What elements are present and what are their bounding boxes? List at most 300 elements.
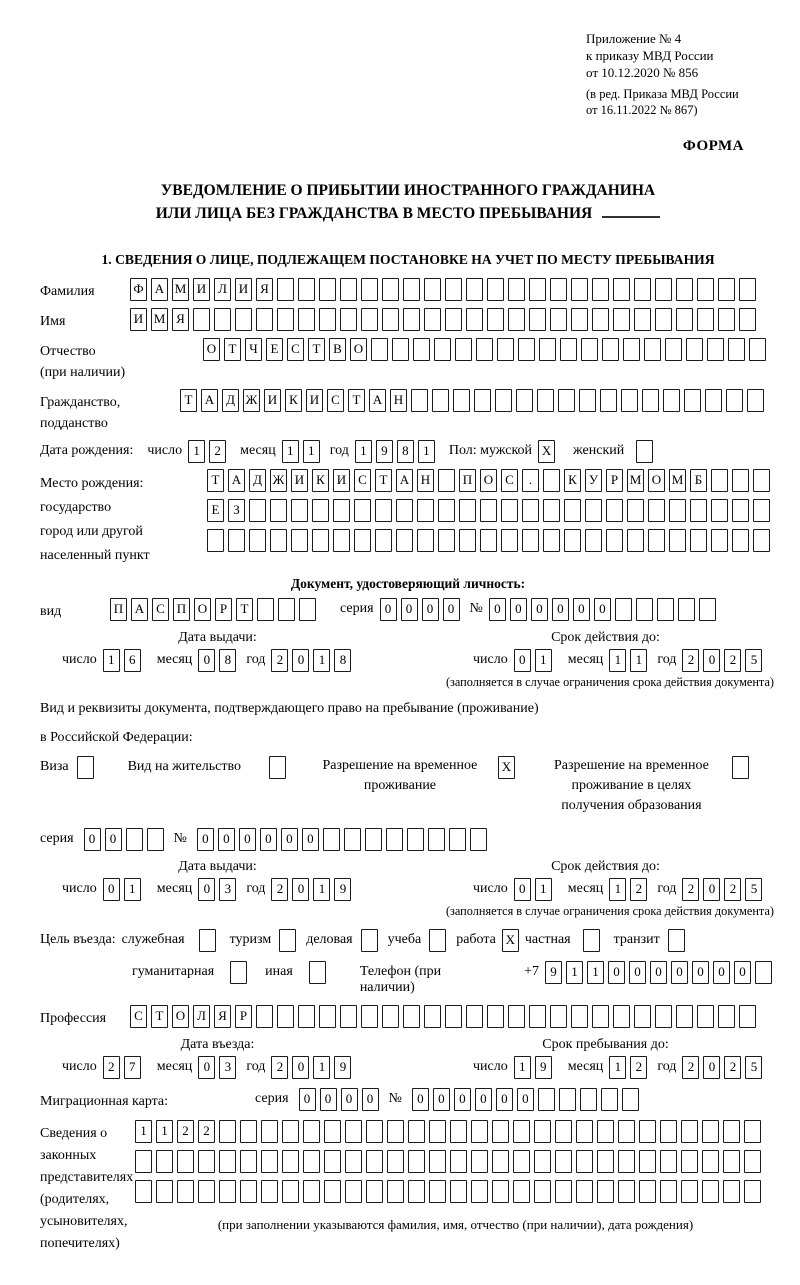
char-box[interactable]: 2 [177,1120,194,1143]
char-box[interactable]: М [627,469,644,492]
char-box[interactable] [501,499,518,522]
char-box[interactable]: 0 [320,1088,337,1111]
char-box[interactable] [277,1005,294,1028]
char-box[interactable]: 0 [510,598,527,621]
char-box[interactable] [597,1150,614,1173]
char-box[interactable] [361,278,378,301]
char-box[interactable] [403,278,420,301]
char-box[interactable] [219,1150,236,1173]
char-box[interactable]: И [130,308,147,331]
char-box[interactable] [627,499,644,522]
char-box[interactable] [534,1150,551,1173]
char-box[interactable] [340,1005,357,1028]
char-box[interactable] [522,499,539,522]
char-box[interactable] [613,1005,630,1028]
char-box[interactable] [387,1150,404,1173]
char-box[interactable]: 0 [496,1088,513,1111]
char-box[interactable] [453,389,470,412]
char-box[interactable] [606,529,623,552]
char-box[interactable] [214,308,231,331]
char-box[interactable] [135,1180,152,1203]
char-box[interactable] [571,278,588,301]
char-box[interactable] [156,1150,173,1173]
char-box[interactable] [657,598,674,621]
char-box[interactable]: 0 [608,961,625,984]
char-box[interactable] [681,1180,698,1203]
char-box[interactable]: О [350,338,367,361]
char-box[interactable] [408,1180,425,1203]
char-box[interactable] [516,389,533,412]
char-box[interactable]: Ж [270,469,287,492]
char-box[interactable]: 0 [292,649,309,672]
char-box[interactable] [529,1005,546,1028]
char-box[interactable]: 9 [376,440,393,463]
char-box[interactable] [354,529,371,552]
char-box[interactable]: 0 [362,1088,379,1111]
char-box[interactable] [705,389,722,412]
char-box[interactable] [753,469,770,492]
char-box[interactable]: Р [215,598,232,621]
char-box[interactable]: 0 [341,1088,358,1111]
char-box[interactable] [718,1005,735,1028]
char-box[interactable]: З [228,499,245,522]
char-box[interactable] [156,1180,173,1203]
char-box[interactable] [732,469,749,492]
char-box[interactable]: . [522,469,539,492]
char-box[interactable] [386,828,403,851]
char-box[interactable]: О [480,469,497,492]
char-box[interactable]: Д [222,389,239,412]
char-box[interactable] [261,1180,278,1203]
char-box[interactable] [382,308,399,331]
char-box[interactable]: 0 [552,598,569,621]
char-box[interactable] [450,1150,467,1173]
char-box[interactable]: С [287,338,304,361]
char-box[interactable] [177,1180,194,1203]
char-box[interactable] [508,1005,525,1028]
char-box[interactable]: 9 [545,961,562,984]
char-box[interactable] [487,278,504,301]
char-box[interactable] [697,308,714,331]
char-box[interactable] [261,1150,278,1173]
char-box[interactable]: 0 [703,1056,720,1079]
char-box[interactable] [543,499,560,522]
char-box[interactable]: Ф [130,278,147,301]
char-box[interactable] [580,1088,597,1111]
char-box[interactable] [585,499,602,522]
char-box[interactable] [676,1005,693,1028]
char-box[interactable] [592,308,609,331]
char-box[interactable] [699,598,716,621]
char-box[interactable] [261,1120,278,1143]
char-box[interactable] [429,1120,446,1143]
char-box[interactable] [319,308,336,331]
char-box[interactable] [501,529,518,552]
char-box[interactable] [193,308,210,331]
char-box[interactable] [534,1180,551,1203]
char-box[interactable] [564,529,581,552]
char-box[interactable]: 2 [682,649,699,672]
char-box[interactable]: 0 [514,649,531,672]
char-box[interactable] [424,308,441,331]
char-box[interactable] [613,278,630,301]
char-box[interactable] [576,1120,593,1143]
char-box[interactable] [466,308,483,331]
char-box[interactable]: 0 [299,1088,316,1111]
char-box[interactable]: 0 [475,1088,492,1111]
char-box[interactable] [299,598,316,621]
char-box[interactable] [471,1120,488,1143]
char-box[interactable]: 2 [682,878,699,901]
char-box[interactable]: 0 [198,878,215,901]
char-box[interactable] [345,1180,362,1203]
char-box[interactable] [618,1150,635,1173]
char-box[interactable]: 1 [609,649,626,672]
char-box[interactable] [622,1088,639,1111]
char-box[interactable]: 1 [418,440,435,463]
char-box[interactable] [550,308,567,331]
char-box[interactable]: Р [606,469,623,492]
char-box[interactable]: М [172,278,189,301]
char-box[interactable]: 0 [573,598,590,621]
char-box[interactable] [686,338,703,361]
char-box[interactable] [230,961,247,984]
char-box[interactable]: И [235,278,252,301]
char-box[interactable]: 0 [401,598,418,621]
char-box[interactable] [676,308,693,331]
char-box[interactable] [592,1005,609,1028]
char-box[interactable]: 2 [209,440,226,463]
char-box[interactable] [282,1120,299,1143]
char-box[interactable]: 2 [724,649,741,672]
char-box[interactable] [543,529,560,552]
char-box[interactable] [753,529,770,552]
char-box[interactable] [249,529,266,552]
char-box[interactable] [497,338,514,361]
char-box[interactable]: 6 [124,649,141,672]
char-box[interactable]: 3 [219,1056,236,1079]
char-box[interactable] [723,1180,740,1203]
char-box[interactable] [445,1005,462,1028]
char-box[interactable] [665,338,682,361]
char-box[interactable] [291,529,308,552]
char-box[interactable]: 0 [517,1088,534,1111]
char-box[interactable]: Л [193,1005,210,1028]
char-box[interactable] [747,389,764,412]
char-box[interactable]: У [585,469,602,492]
char-box[interactable] [291,499,308,522]
char-box[interactable] [753,499,770,522]
char-box[interactable] [471,1180,488,1203]
char-box[interactable] [298,308,315,331]
char-box[interactable]: 1 [587,961,604,984]
char-box[interactable]: 1 [514,1056,531,1079]
char-box[interactable]: 8 [334,649,351,672]
char-box[interactable] [597,1180,614,1203]
char-box[interactable] [480,499,497,522]
char-box[interactable]: 0 [650,961,667,984]
char-box[interactable] [199,929,216,952]
char-box[interactable]: 1 [282,440,299,463]
char-box[interactable] [585,529,602,552]
char-box[interactable] [432,389,449,412]
char-box[interactable]: 7 [124,1056,141,1079]
char-box[interactable] [277,278,294,301]
char-box[interactable] [634,308,651,331]
char-box[interactable] [279,929,296,952]
char-box[interactable]: И [193,278,210,301]
char-box[interactable] [375,529,392,552]
char-box[interactable] [513,1120,530,1143]
char-box[interactable] [655,308,672,331]
char-box[interactable] [492,1150,509,1173]
char-box[interactable] [492,1120,509,1143]
char-box[interactable]: Т [151,1005,168,1028]
char-box[interactable] [739,308,756,331]
char-box[interactable] [669,529,686,552]
char-box[interactable]: К [285,389,302,412]
char-box[interactable] [345,1120,362,1143]
char-box[interactable] [396,499,413,522]
char-box[interactable] [634,1005,651,1028]
char-box[interactable]: 0 [713,961,730,984]
char-box[interactable] [459,529,476,552]
char-box[interactable] [669,499,686,522]
char-box[interactable] [366,1150,383,1173]
char-box[interactable] [660,1180,677,1203]
char-box[interactable] [361,929,378,952]
char-box[interactable]: А [131,598,148,621]
char-box[interactable] [240,1180,257,1203]
char-box[interactable] [361,308,378,331]
char-box[interactable] [739,1005,756,1028]
char-box[interactable]: 0 [197,828,214,851]
char-box[interactable]: О [648,469,665,492]
char-box[interactable] [396,529,413,552]
char-box[interactable] [732,529,749,552]
char-box[interactable] [627,529,644,552]
char-box[interactable]: 1 [313,878,330,901]
char-box[interactable] [555,1120,572,1143]
char-box[interactable]: С [354,469,371,492]
char-box[interactable] [323,828,340,851]
char-box[interactable] [558,389,575,412]
char-box[interactable]: 2 [198,1120,215,1143]
char-box[interactable] [581,338,598,361]
char-box[interactable]: 1 [313,1056,330,1079]
char-box[interactable] [732,756,749,779]
char-box[interactable] [324,1180,341,1203]
char-box[interactable]: 0 [433,1088,450,1111]
char-box[interactable]: 0 [105,828,122,851]
char-box[interactable]: А [369,389,386,412]
char-box[interactable]: О [194,598,211,621]
char-box[interactable]: 2 [724,878,741,901]
char-box[interactable]: 0 [198,1056,215,1079]
char-box[interactable] [639,1180,656,1203]
char-box[interactable]: 5 [745,878,762,901]
char-box[interactable] [424,1005,441,1028]
char-box[interactable] [459,499,476,522]
char-box[interactable]: А [228,469,245,492]
char-box[interactable]: 0 [239,828,256,851]
char-box[interactable] [707,338,724,361]
char-box[interactable]: 0 [703,878,720,901]
char-box[interactable] [639,1150,656,1173]
char-box[interactable] [207,529,224,552]
char-box[interactable] [424,278,441,301]
char-box[interactable]: 0 [412,1088,429,1111]
char-box[interactable] [428,828,445,851]
char-box[interactable]: 0 [734,961,751,984]
char-box[interactable] [636,598,653,621]
char-box[interactable]: 2 [630,878,647,901]
char-box[interactable] [555,1150,572,1173]
char-box[interactable] [298,1005,315,1028]
char-box[interactable]: О [203,338,220,361]
char-box[interactable]: 0 [514,878,531,901]
char-box[interactable] [660,1150,677,1173]
char-box[interactable] [480,529,497,552]
char-box[interactable] [571,308,588,331]
char-box[interactable] [413,338,430,361]
char-box[interactable] [602,338,619,361]
char-box[interactable] [508,308,525,331]
char-box[interactable] [466,278,483,301]
char-box[interactable] [466,1005,483,1028]
char-box[interactable] [739,278,756,301]
char-box[interactable]: Д [249,469,266,492]
char-box[interactable] [618,1180,635,1203]
char-box[interactable] [312,499,329,522]
char-box[interactable] [270,499,287,522]
char-box[interactable]: И [333,469,350,492]
char-box[interactable] [324,1120,341,1143]
char-box[interactable] [492,1180,509,1203]
char-box[interactable]: Л [214,278,231,301]
char-box[interactable] [126,828,143,851]
char-box[interactable] [623,338,640,361]
char-box[interactable] [303,1150,320,1173]
char-box[interactable]: И [291,469,308,492]
char-box[interactable] [411,389,428,412]
char-box[interactable]: 0 [531,598,548,621]
char-box[interactable]: 1 [188,440,205,463]
char-box[interactable] [550,1005,567,1028]
char-box[interactable]: 0 [218,828,235,851]
char-box[interactable]: 0 [198,649,215,672]
char-box[interactable] [642,389,659,412]
char-box[interactable] [618,1120,635,1143]
char-box[interactable] [676,278,693,301]
char-box[interactable] [269,756,286,779]
char-box[interactable] [319,278,336,301]
char-box[interactable]: 0 [292,1056,309,1079]
char-box[interactable]: 1 [303,440,320,463]
char-box[interactable] [600,389,617,412]
char-box[interactable] [392,338,409,361]
char-box[interactable] [495,389,512,412]
char-box[interactable] [450,1180,467,1203]
char-box[interactable]: 1 [135,1120,152,1143]
char-box[interactable]: Т [236,598,253,621]
char-box[interactable] [340,278,357,301]
char-box[interactable] [257,598,274,621]
char-box[interactable] [655,278,672,301]
char-box[interactable] [438,499,455,522]
char-box[interactable] [621,389,638,412]
char-box[interactable] [408,1120,425,1143]
char-box[interactable]: 2 [103,1056,120,1079]
char-box[interactable] [648,529,665,552]
char-box[interactable] [711,469,728,492]
char-box[interactable]: А [151,278,168,301]
char-box[interactable] [749,338,766,361]
char-box[interactable] [282,1150,299,1173]
char-box[interactable] [438,529,455,552]
char-box[interactable] [147,828,164,851]
char-box[interactable] [298,278,315,301]
char-box[interactable] [240,1150,257,1173]
char-box[interactable] [571,1005,588,1028]
char-box[interactable]: 2 [630,1056,647,1079]
char-box[interactable] [744,1120,761,1143]
char-box[interactable] [319,1005,336,1028]
char-box[interactable] [597,1120,614,1143]
char-box[interactable]: 0 [281,828,298,851]
char-box[interactable]: 2 [271,649,288,672]
char-box[interactable] [755,961,772,984]
char-box[interactable] [744,1150,761,1173]
char-box[interactable]: 1 [124,878,141,901]
char-box[interactable]: 0 [380,598,397,621]
char-box[interactable] [559,1088,576,1111]
char-box[interactable] [529,278,546,301]
char-box[interactable]: 9 [334,878,351,901]
char-box[interactable] [613,308,630,331]
char-box[interactable] [592,278,609,301]
char-box[interactable] [408,1150,425,1173]
char-box[interactable]: Т [224,338,241,361]
char-box[interactable] [476,338,493,361]
char-box[interactable] [429,1180,446,1203]
char-box[interactable] [601,1088,618,1111]
char-box[interactable] [303,1180,320,1203]
char-box[interactable] [678,598,695,621]
char-box[interactable]: 0 [703,649,720,672]
char-box[interactable] [555,1180,572,1203]
char-box[interactable] [681,1120,698,1143]
char-box[interactable]: Т [207,469,224,492]
char-box[interactable]: Т [180,389,197,412]
char-box[interactable] [663,389,680,412]
char-box[interactable] [634,278,651,301]
char-box[interactable]: Я [214,1005,231,1028]
char-box[interactable] [333,529,350,552]
char-box[interactable] [429,929,446,952]
char-box[interactable]: С [152,598,169,621]
char-box[interactable] [345,1150,362,1173]
char-box[interactable] [576,1180,593,1203]
char-box[interactable] [697,1005,714,1028]
char-box[interactable] [668,929,685,952]
char-box[interactable]: 9 [535,1056,552,1079]
char-box[interactable] [445,278,462,301]
char-box[interactable] [77,756,94,779]
char-box[interactable] [340,308,357,331]
char-box[interactable]: 0 [629,961,646,984]
char-box[interactable] [270,529,287,552]
